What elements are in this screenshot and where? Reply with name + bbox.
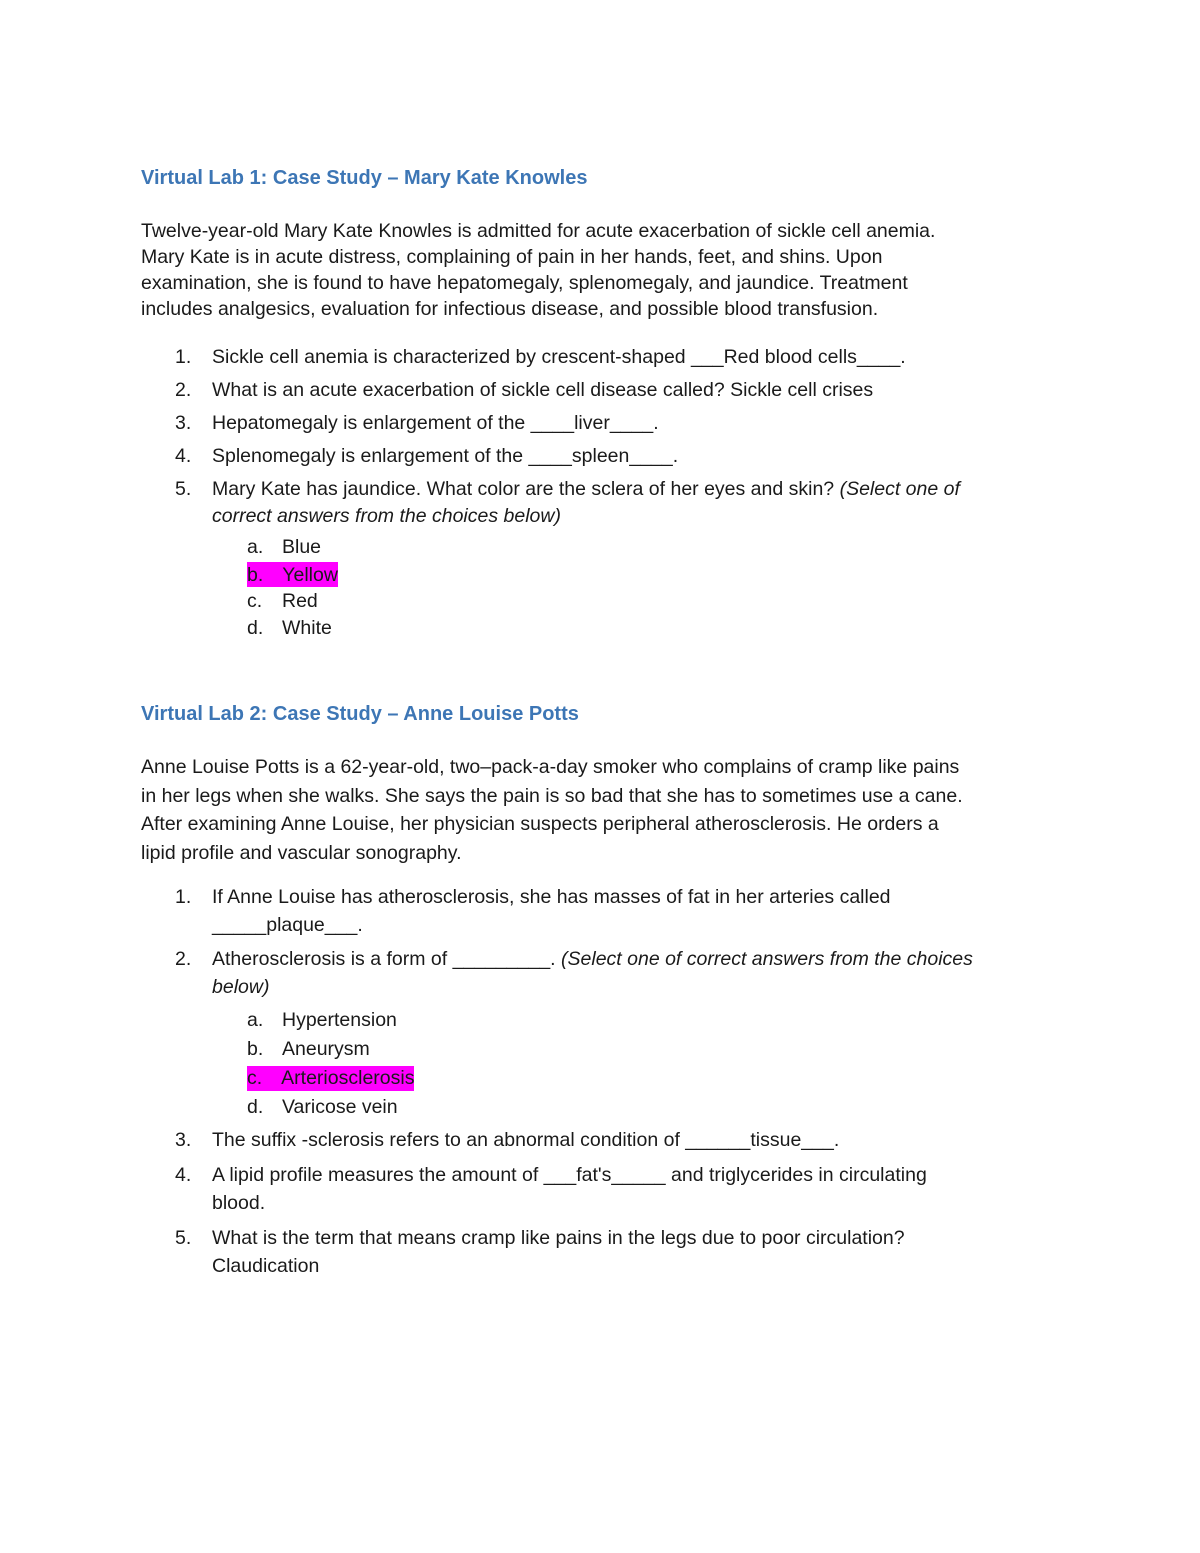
lab1-option-list [141, 534, 1061, 642]
question-number: 4. [175, 1164, 192, 1186]
option-text: Yellow [282, 564, 338, 586]
lab2-intro-line: Anne Louise Potts is a 62-year-old, two–pack-a-day smoker who complains of cramp like pains [141, 756, 960, 778]
question-text: Atherosclerosis is a form of _________. [212, 948, 556, 970]
question-number: 3. [175, 1129, 192, 1151]
question-text: A lipid profile measures the amount of ___fat's_____ and triglycerides in circulating [212, 1164, 927, 1186]
question-instruction: (Select one of correct answers from the choices [555, 948, 973, 970]
option-text: Red [282, 590, 318, 612]
lab2-intro [141, 753, 1061, 867]
lab2-title: Virtual Lab 2: Case Study – Anne Louise Potts [141, 703, 579, 725]
question-number: 5. [175, 478, 192, 500]
lab1-section [141, 164, 1061, 642]
option-letter: d. [247, 617, 264, 639]
answer-highlight [247, 562, 338, 587]
option-letter: d. [247, 1096, 264, 1118]
question-text: What is the term that means cramp like pains in the legs due to poor circulation? [212, 1227, 905, 1249]
question-number: 2. [175, 948, 192, 970]
lab1-option-b-selected [141, 561, 1061, 588]
question-number: 1. [175, 346, 192, 368]
question-text: Splenomegaly is enlargement of the ____spleen____. [212, 445, 679, 467]
option-letter: b. [247, 564, 264, 586]
question-number: 1. [175, 886, 192, 908]
lab1-question-5 [141, 476, 1061, 530]
lab1-intro-line: includes analgesics, evaluation for infectious disease, and possible blood transfusion. [141, 298, 879, 320]
option-letter: c. [247, 590, 263, 612]
lab2-section [141, 700, 1061, 1280]
option-text: White [282, 617, 332, 639]
lab1-option-d [141, 615, 1061, 642]
question-text: The suffix -sclerosis refers to an abnormal condition of ______tissue___. [212, 1129, 840, 1151]
option-text: Aneurysm [282, 1038, 370, 1060]
question-number: 5. [175, 1227, 192, 1249]
lab2-question-4 [141, 1161, 1061, 1217]
option-letter: c. [247, 1067, 263, 1089]
option-text: Varicose vein [282, 1096, 398, 1118]
lab2-question-list [141, 883, 1061, 1001]
option-text: Hypertension [282, 1009, 397, 1031]
question-number: 2. [175, 379, 192, 401]
lab2-question-list-continued [141, 1126, 1061, 1280]
option-letter: b. [247, 1038, 264, 1060]
lab1-option-a [141, 534, 1061, 561]
option-letter: a. [247, 536, 264, 558]
lab1-option-c [141, 588, 1061, 615]
question-text: Hepatomegaly is enlargement of the ____liver____. [212, 412, 659, 434]
question-number: 4. [175, 445, 192, 467]
question-text: If Anne Louise has atherosclerosis, she has masses of fat in her arteries called [212, 886, 891, 908]
lab2-option-d [141, 1093, 1061, 1122]
lab2-intro-line: in her legs when she walks. She says the pain is so bad that she has to sometimes use a cane. [141, 784, 963, 807]
lab2-option-c-selected [141, 1064, 1061, 1093]
lab1-title: Virtual Lab 1: Case Study – Mary Kate Knowles [141, 167, 588, 189]
question-instruction: (Select one of [834, 478, 960, 500]
question-text: blood. [212, 1192, 266, 1214]
lab2-question-3 [141, 1126, 1061, 1154]
lab1-question-list [141, 344, 1061, 530]
question-text: _____plaque___. [212, 914, 363, 936]
lab2-intro-line: After examining Anne Louise, her physician suspects peripheral atherosclerosis. He orders a [141, 813, 939, 835]
lab1-intro-line: examination, she is found to have hepatomegaly, splenomegaly, and jaundice. Treatment [141, 272, 908, 294]
lab1-question-3 [141, 410, 1061, 437]
lab2-option-list [141, 1006, 1061, 1122]
lab1-question-4 [141, 443, 1061, 470]
lab2-question-5 [141, 1224, 1061, 1280]
question-answer: Claudication [212, 1255, 320, 1277]
lab2-question-2 [141, 945, 1061, 1001]
lab2-intro-line: lipid profile and vascular sonography. [141, 841, 462, 864]
option-text: Blue [282, 536, 322, 558]
question-text: What is an acute exacerbation of sickle cell disease called? Sickle cell crises [212, 379, 874, 401]
lab1-intro [141, 218, 1061, 322]
lab1-question-1 [141, 344, 1061, 371]
lab1-intro-line: Twelve-year-old Mary Kate Knowles is admitted for acute exacerbation of sickle cell anemia. [141, 220, 936, 242]
lab2-option-b [141, 1035, 1061, 1064]
option-letter: a. [247, 1009, 264, 1031]
question-text: Sickle cell anemia is characterized by crescent-shaped ___Red blood cells____. [212, 346, 906, 368]
question-instruction: below) [212, 976, 270, 998]
question-text: Mary Kate has jaundice. What color are the sclera of her eyes and skin? [212, 478, 835, 500]
question-number: 3. [175, 412, 192, 434]
lab1-intro-line: Mary Kate is in acute distress, complaining of pain in her hands, feet, and shins. Upon [141, 246, 883, 268]
answer-highlight [247, 1066, 414, 1091]
lab2-option-a [141, 1006, 1061, 1035]
option-text: Arteriosclerosis [281, 1067, 415, 1089]
question-instruction: correct answers from the choices below) [212, 505, 561, 527]
lab1-question-2 [141, 377, 1061, 404]
lab2-question-1 [141, 883, 1061, 939]
